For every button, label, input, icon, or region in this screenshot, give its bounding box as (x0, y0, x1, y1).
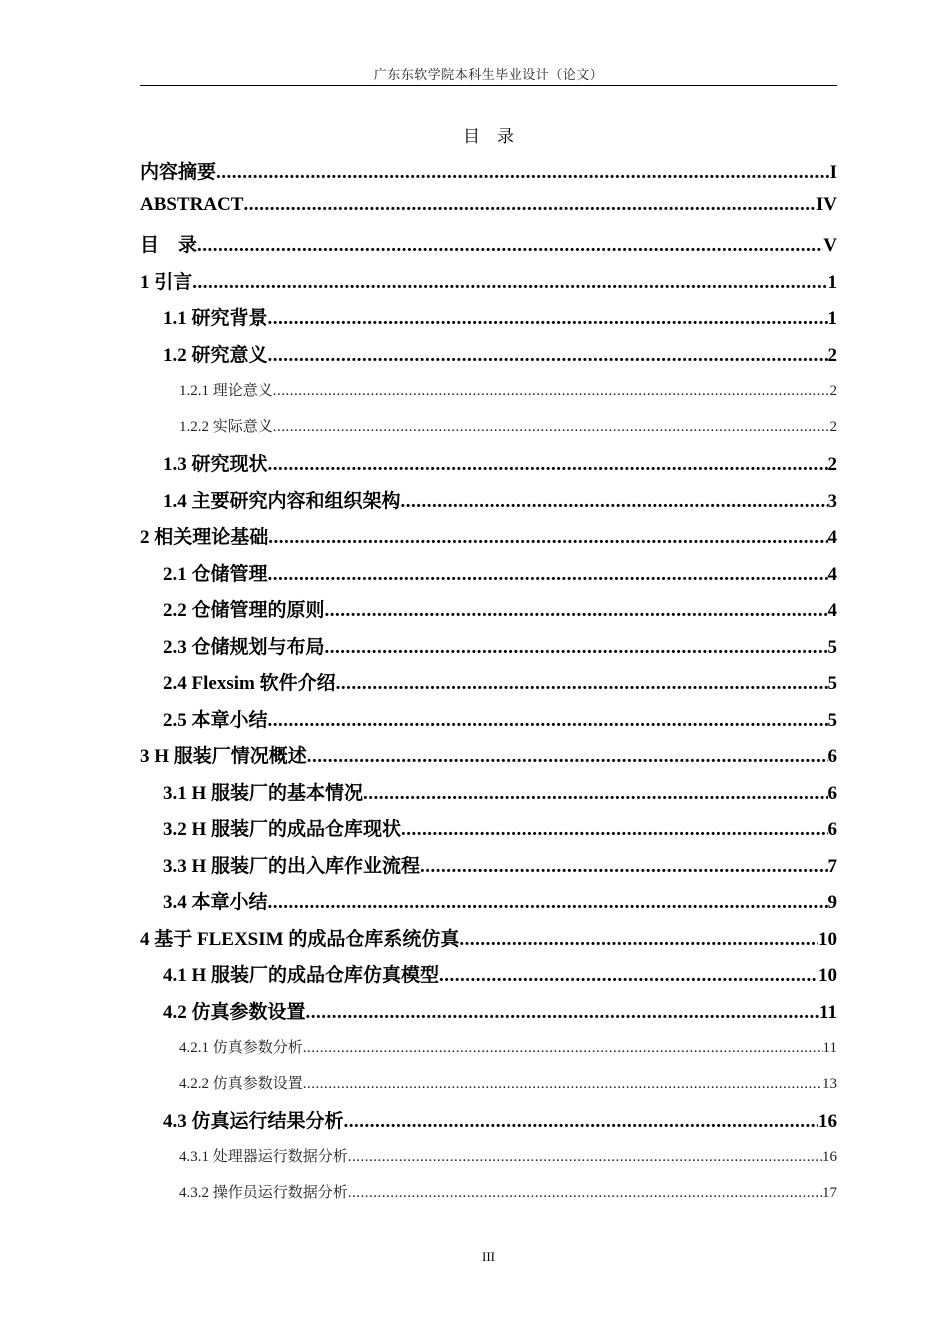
toc-entry-page: 13 (822, 1076, 837, 1092)
toc-leader-dots (336, 673, 828, 695)
toc-entry-label: 1.1 研究背景 (163, 308, 268, 329)
toc-entry[interactable] (140, 1072, 837, 1093)
toc-entry-label: 1.4 主要研究内容和组织架构 (163, 491, 401, 512)
toc-entry[interactable] (140, 486, 837, 513)
toc-entry[interactable] (140, 230, 837, 257)
toc-entry-page: 4 (827, 564, 837, 585)
toc-entry-page: 6 (827, 783, 837, 804)
toc-entry-page: 6 (827, 819, 837, 840)
toc-entry[interactable] (140, 379, 837, 400)
toc-entry-label: 内容摘要 (140, 162, 217, 183)
toc-leader-dots (268, 892, 828, 914)
toc-leader-dots (273, 383, 830, 400)
toc-entry-label: 4 基于 FLEXSIM 的成品仓库系统仿真 (140, 929, 460, 950)
toc-entry-page: 5 (827, 673, 837, 694)
toc-leader-dots (243, 194, 815, 216)
toc-entry-label: 4.2 仿真参数设置 (163, 1002, 306, 1023)
toc-entry-page: 6 (827, 746, 837, 767)
toc-title: 目 录 (463, 127, 514, 146)
toc-leader-dots (268, 564, 828, 586)
toc-entry-label: 3.1 H 服装厂的基本情况 (163, 783, 364, 804)
toc-entry-label: 4.2.2 仿真参数设置 (179, 1076, 303, 1092)
toc-entry-label: 目 录 (140, 235, 198, 256)
toc-entry-label: 2.1 仓储管理 (163, 564, 268, 585)
toc-entry-page: 2 (829, 383, 837, 399)
toc-entry-page: I (829, 162, 837, 183)
toc-entry[interactable] (140, 887, 837, 914)
toc-entry[interactable] (140, 595, 837, 622)
toc-entry-page: 5 (827, 637, 837, 658)
toc-entry[interactable] (140, 157, 837, 184)
toc-entry-page: 11 (822, 1040, 837, 1056)
toc-leader-dots (303, 1040, 823, 1057)
toc-leader-dots (307, 746, 828, 768)
toc-entry[interactable] (140, 997, 837, 1024)
toc-leader-dots (192, 272, 827, 294)
toc-entry[interactable] (140, 705, 837, 732)
toc-entry[interactable] (140, 194, 837, 216)
toc-leader-dots (306, 1002, 820, 1024)
toc-leader-dots (348, 1149, 822, 1166)
toc-entry-label: 1.2.1 理论意义 (179, 383, 273, 399)
toc-entry-page: IV (815, 194, 837, 215)
toc-leader-dots (268, 454, 828, 476)
toc-entry-page: 16 (818, 1111, 837, 1132)
toc-entry-label: 1 引言 (140, 272, 193, 293)
toc-entry[interactable] (140, 1036, 837, 1057)
toc-entry-page: 7 (827, 856, 837, 877)
toc-entry-page: 10 (818, 965, 837, 986)
toc-entry-label: 4.2.1 仿真参数分析 (179, 1040, 303, 1056)
toc-entry[interactable] (140, 340, 837, 367)
toc-leader-dots (268, 308, 828, 330)
toc-entry-label: 4.3.1 处理器运行数据分析 (179, 1149, 348, 1165)
toc-entry[interactable] (140, 1181, 837, 1202)
toc-entry-page: V (823, 235, 837, 256)
toc-entry-label: 1.2 研究意义 (163, 345, 268, 366)
toc-entry-page: 2 (829, 419, 837, 435)
toc-entry[interactable] (140, 814, 837, 841)
toc-leader-dots (216, 162, 830, 184)
toc-leader-dots (401, 491, 828, 513)
toc-entry-page: 17 (822, 1185, 837, 1201)
toc-entry[interactable] (140, 522, 837, 549)
page-header: 广东东软学院本科生毕业设计（论文） (373, 67, 604, 82)
toc-entry-label: 1.2.2 实际意义 (179, 419, 273, 435)
toc-entry-label: 3 H 服装厂情况概述 (140, 746, 307, 767)
toc-leader-dots (268, 345, 828, 367)
toc-entry[interactable] (140, 632, 837, 659)
toc-entry-label: 3.2 H 服装厂的成品仓库现状 (163, 819, 402, 840)
toc-entry[interactable] (140, 778, 837, 805)
toc-leader-dots (268, 710, 828, 732)
toc-entry-page: 2 (827, 454, 837, 475)
toc-entry[interactable] (140, 449, 837, 476)
toc-entry[interactable] (140, 851, 837, 878)
toc-leader-dots (325, 637, 828, 659)
toc-leader-dots (303, 1076, 822, 1093)
toc-leader-dots (344, 1111, 818, 1133)
toc-entry-page: 4 (827, 527, 837, 548)
toc-entry[interactable] (140, 741, 837, 768)
toc-entry-page: 16 (822, 1149, 837, 1165)
toc-entry[interactable] (140, 1145, 837, 1166)
page-number: III (482, 1249, 495, 1264)
toc-entry-page: 4 (827, 600, 837, 621)
toc-entry-label: 2.2 仓储管理的原则 (163, 600, 325, 621)
toc-entry-page: 1 (827, 272, 837, 293)
toc-entry-label: 2 相关理论基础 (140, 527, 269, 548)
toc-entry-label: 4.3 仿真运行结果分析 (163, 1111, 344, 1132)
header-rule (140, 85, 837, 86)
toc-leader-dots (439, 965, 818, 987)
toc-entry[interactable] (140, 960, 837, 987)
toc-leader-dots (401, 819, 827, 841)
toc-entry-page: 10 (818, 929, 837, 950)
toc-entry-label: 2.5 本章小结 (163, 710, 268, 731)
toc-leader-dots (348, 1185, 822, 1202)
toc-entry-label: ABSTRACT (140, 194, 244, 215)
toc-entry-page: 1 (827, 308, 837, 329)
toc-entry-label: 3.4 本章小结 (163, 892, 268, 913)
toc-entry[interactable] (140, 668, 837, 695)
toc-entry[interactable] (140, 415, 837, 436)
toc-entry-label: 2.4 Flexsim 软件介绍 (163, 673, 336, 694)
toc-leader-dots (420, 856, 827, 878)
toc-leader-dots (268, 527, 827, 549)
toc-entry[interactable] (140, 924, 837, 951)
toc-entry-label: 1.3 研究现状 (163, 454, 268, 475)
toc-leader-dots (363, 783, 827, 805)
toc-entry-page: 2 (827, 345, 837, 366)
toc-entry-page: 3 (827, 491, 837, 512)
toc-entry-label: 4.3.2 操作员运行数据分析 (179, 1185, 348, 1201)
toc-leader-dots (273, 419, 830, 436)
toc-entry[interactable] (140, 267, 837, 294)
toc-entry-label: 4.1 H 服装厂的成品仓库仿真模型 (163, 965, 440, 986)
toc-entry-page: 11 (819, 1002, 837, 1023)
toc-entry-page: 9 (827, 892, 837, 913)
toc-leader-dots (197, 235, 823, 257)
toc-leader-dots (459, 929, 818, 951)
toc-entry[interactable] (140, 1106, 837, 1133)
toc-entry[interactable] (140, 559, 837, 586)
toc-entry-page: 5 (827, 710, 837, 731)
toc-leader-dots (325, 600, 828, 622)
toc-entry-label: 2.3 仓储规划与布局 (163, 637, 325, 658)
toc-entry[interactable] (140, 303, 837, 330)
toc-entry-label: 3.3 H 服装厂的出入库作业流程 (163, 856, 421, 877)
